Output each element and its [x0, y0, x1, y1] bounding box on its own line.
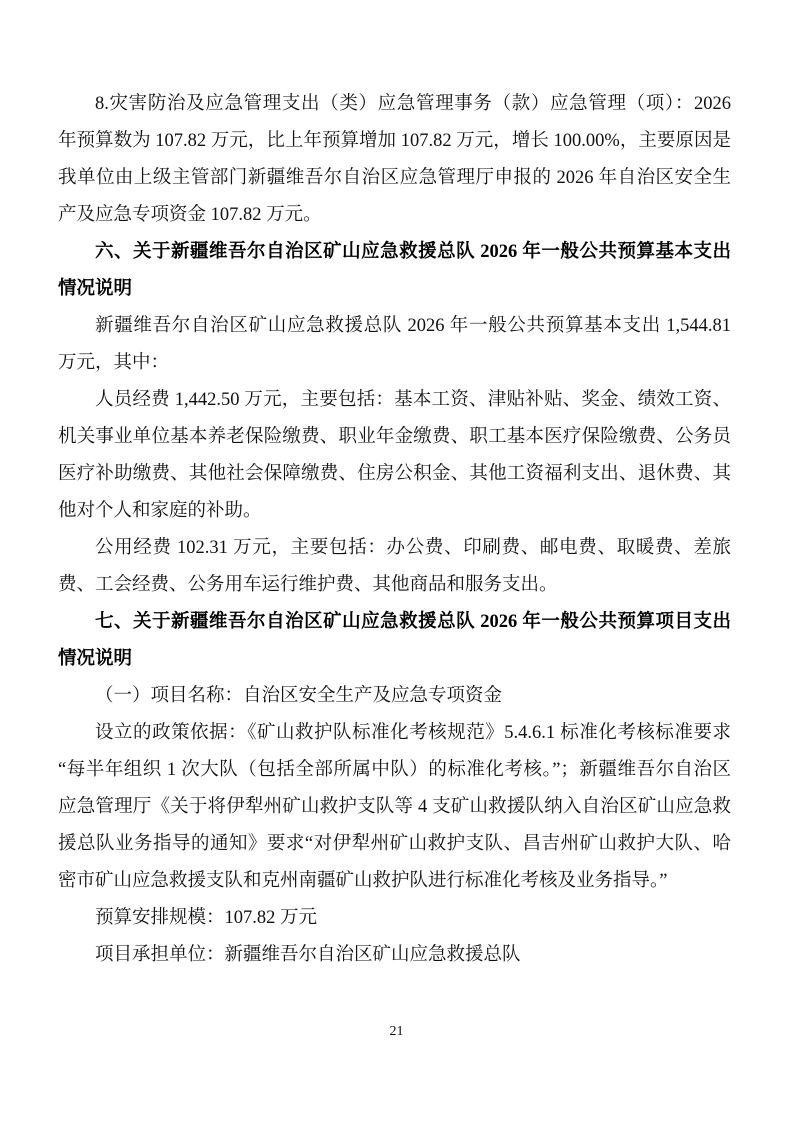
document-body	[58, 86, 731, 974]
page-number: 21	[389, 1024, 404, 1039]
paragraph-disaster-prevention-item8: 8.灾害防治及应急管理支出（类）应急管理事务（款）应急管理（项）：2026 年预算数为 107.82 万元，比上年预算增加 107.82 万元，增长 100.00%，主要原因是我单位由上级主管部门新疆维吾尔自治区应急管理厅申报的 2026 年自治区安全生产及应急专项资金 107.82 万元。	[58, 94, 731, 225]
paragraph-policy-basis: 设立的政策依据：《矿山救护队标准化考核规范》5.4.6.1 标准化考核标准要求“每半年组织 1 次大队（包括全部所属中队）的标准化考核。”；新疆维吾尔自治区应急管理厅《关于将伊犁州矿山救护支队等 4 支矿山救援队纳入自治区矿山应急救援总队业务指导的通知》要求“对伊犁州矿山救护支队、昌吉州矿山救护大队、哈密市矿山应急救援支队和克州南疆矿山救护队进行标准化考核及业务指导。”	[58, 723, 731, 891]
paragraph-project-name: （一）项目名称：自治区安全生产及应急专项资金	[95, 686, 503, 706]
paragraph-basic-expenditure-total: 新疆维吾尔自治区矿山应急救援总队 2026 年一般公共预算基本支出 1,544.81 万元，其中：	[58, 316, 731, 373]
paragraph-budget-scale: 预算安排规模：107.82 万元	[95, 908, 318, 928]
paragraph-undertaking-unit: 项目承担单位：新疆维吾尔自治区矿山应急救援总队	[95, 945, 521, 965]
paragraph-public-funds: 公用经费 102.31 万元，主要包括：办公费、印刷费、邮电费、取暖费、差旅费、工会经费、公务用车运行维护费、其他商品和服务支出。	[58, 538, 731, 595]
section-heading-6-basic-expenditure: 六、关于新疆维吾尔自治区矿山应急救援总队 2026 年一般公共预算基本支出情况说明	[58, 242, 731, 299]
section-heading-7-project-expenditure: 七、关于新疆维吾尔自治区矿山应急救援总队 2026 年一般公共预算项目支出情况说明	[58, 612, 731, 669]
paragraph-personnel-funds: 人员经费 1,442.50 万元，主要包括：基本工资、津贴补贴、奖金、绩效工资、机关事业单位基本养老保险缴费、职业年金缴费、职工基本医疗保险缴费、公务员医疗补助缴费、其他社会保障缴费、住房公积金、其他工资福利支出、退休费、其他对个人和家庭的补助。	[58, 390, 731, 521]
